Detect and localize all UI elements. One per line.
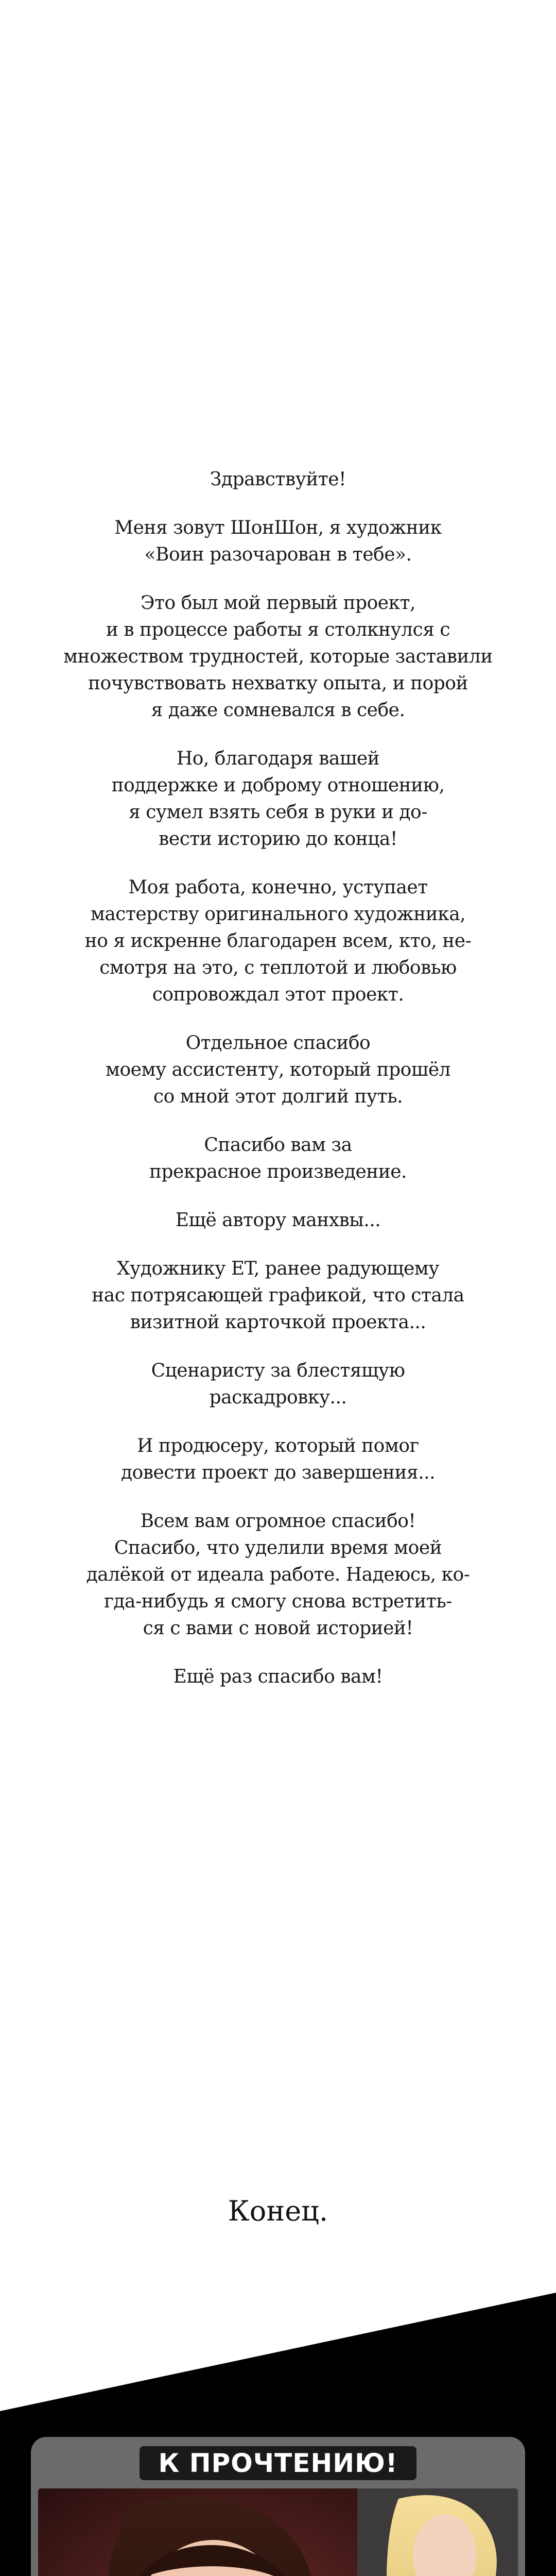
afterword-line: сопровождал этот проект. [152,984,404,1005]
promo-heading: К ПРОЧТЕНИЮ! [140,2446,416,2480]
afterword-line: Здравствуйте! [210,469,346,490]
afterword-line: Это был мой первый проект, [141,592,415,614]
afterword-line: со мной этот долгий путь. [153,1086,403,1107]
afterword-line: моему ассистенту, который прошёл [105,1059,450,1080]
afterword-line: нас потрясающей графикой, что стала [92,1285,464,1306]
afterword-paragraph [21,745,535,853]
afterword-line: множеством трудностей, которые заставили [63,646,493,667]
promo-artwork-image [38,2488,518,2576]
afterword-paragraph [21,1132,535,1185]
afterword-line: мастерству оригинального художника, [90,904,466,925]
afterword-line: Художнику ET, ранее радующему [117,1258,439,1279]
promo-section [0,2293,556,2576]
afterword-paragraph [21,590,535,724]
afterword-line: но я искренне благодарен всем, кто, не- [84,930,472,952]
afterword-line: почувствовать нехватку опыта, и порой [88,673,468,694]
afterword-line: далёкой от идеала работе. Надеюсь, ко- [86,1564,470,1585]
afterword-line: и в процессе работы я столкнулся с [106,619,450,640]
afterword-line: Всем вам огромное спасибо! [140,1511,416,1532]
afterword-paragraph [21,1433,535,1486]
afterword-paragraph [21,1207,535,1234]
afterword-line: вести историю до конца! [159,828,397,850]
afterword-line: «Воин разочарован в тебе». [144,544,412,565]
afterword-line: Меня зовут ШонШон, я художник [114,517,442,538]
afterword-line: И продюсеру, который помог [137,1435,419,1456]
promo-artwork[interactable] [38,2488,518,2576]
afterword-paragraph [21,874,535,1008]
afterword-line: я даже сомневался в себе. [151,700,405,721]
afterword-line: Спасибо, что уделили время моей [114,1537,442,1558]
afterword-line: гда-нибудь я смогу снова встретить- [104,1591,452,1612]
afterword-line: Спасибо вам за [204,1134,352,1156]
afterword-line: раскадровку... [209,1387,347,1408]
afterword-line: ся с вами с новой историей! [143,1618,413,1639]
afterword-line: Отдельное спасибо [185,1032,371,1054]
afterword-paragraph [21,1664,535,1690]
afterword-line: Ещё раз спасибо вам! [173,1666,383,1687]
afterword-line: смотря на это, с теплотой и любовью [99,957,457,978]
afterword [21,466,535,1712]
afterword-line: я сумел взять себя в руки и до- [129,802,427,823]
afterword-paragraph [21,1508,535,1642]
afterword-paragraph [21,515,535,568]
afterword-line: поддержке и доброму отношению, [111,775,445,796]
promo-card[interactable] [31,2437,525,2576]
afterword-line: визитной карточкой проекта... [130,1312,426,1333]
afterword-line: довести проект до завершения... [120,1462,436,1483]
afterword-paragraph [21,1030,535,1110]
afterword-paragraph [21,1358,535,1411]
the-end-text: Конец. [228,2195,328,2227]
afterword-line: Моя работа, конечно, уступает [128,877,428,898]
afterword-line: Но, благодаря вашей [176,748,380,769]
afterword-line: прекрасное произведение. [149,1161,407,1182]
afterword-line: Ещё автору манхвы... [175,1210,381,1231]
afterword-paragraph [21,1256,535,1336]
afterword-paragraph [21,466,535,493]
afterword-line: Сценаристу за блестящую [151,1360,405,1381]
